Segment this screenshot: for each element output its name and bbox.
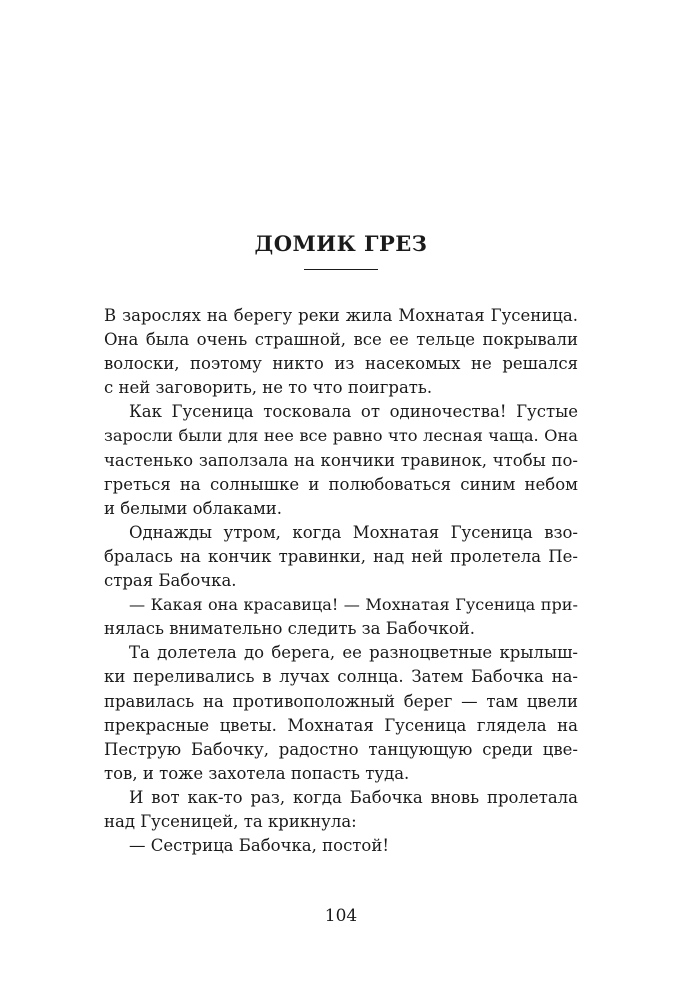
text-line: с ней заговорить, не то что поиграть. xyxy=(104,378,433,398)
text-line: и белыми облаками. xyxy=(104,498,283,518)
text-line: Та долетела до берега, ее разноцветные крылыш- xyxy=(129,643,578,663)
text-line: над Гусеницей, та крикнула: xyxy=(104,811,357,831)
text-line: Пеструю Бабочку, радостно танцующую среди цве- xyxy=(104,739,578,759)
text-line: Она была очень страшной, все ее тельце покрывали xyxy=(104,330,578,350)
text-line: Как Гусеница тосковала от одиночества! Густые xyxy=(129,402,578,422)
text-line: правилась на противоположный берег — там цвели xyxy=(104,691,578,711)
text-line: нялась внимательно следить за Бабочкой. xyxy=(104,619,475,639)
chapter-title: ДОМИК ГРЕЗ xyxy=(254,231,428,256)
body-text xyxy=(104,304,578,858)
text-line: прекрасные цветы. Мохнатая Гусеница глядела на xyxy=(104,715,578,735)
text-line: тов, и тоже захотела попасть туда. xyxy=(104,763,410,783)
text-line: греться на солнышке и полюбоваться синим небом xyxy=(104,474,578,494)
title-underline xyxy=(304,269,378,270)
text-line: ки переливались в лучах солнца. Затем Бабочка на- xyxy=(104,667,578,687)
text-line: — Сестрица Бабочка, постой! xyxy=(129,836,389,856)
text-line: В зарослях на берегу реки жила Мохнатая Гусеница. xyxy=(104,306,578,325)
text-line: бралась на кончик травинки, над ней пролетела Пе- xyxy=(104,546,578,566)
text-line: страя Бабочка. xyxy=(104,571,237,591)
text-line: заросли были для нее все равно что лесная чаща. Она xyxy=(104,426,578,446)
text-line: И вот как-то раз, когда Бабочка вновь пролетала xyxy=(129,787,578,807)
text-line: волоски, поэтому никто из насекомых не решался xyxy=(104,354,578,374)
text-line: частенько заползала на кончики травинок, чтобы по- xyxy=(104,450,578,470)
text-line: Однажды утром, когда Мохнатая Гусеница взо- xyxy=(129,522,578,542)
page-number: 104 xyxy=(324,906,358,926)
text-line: — Какая она красавица! — Мохнатая Гусеница при- xyxy=(129,595,578,615)
